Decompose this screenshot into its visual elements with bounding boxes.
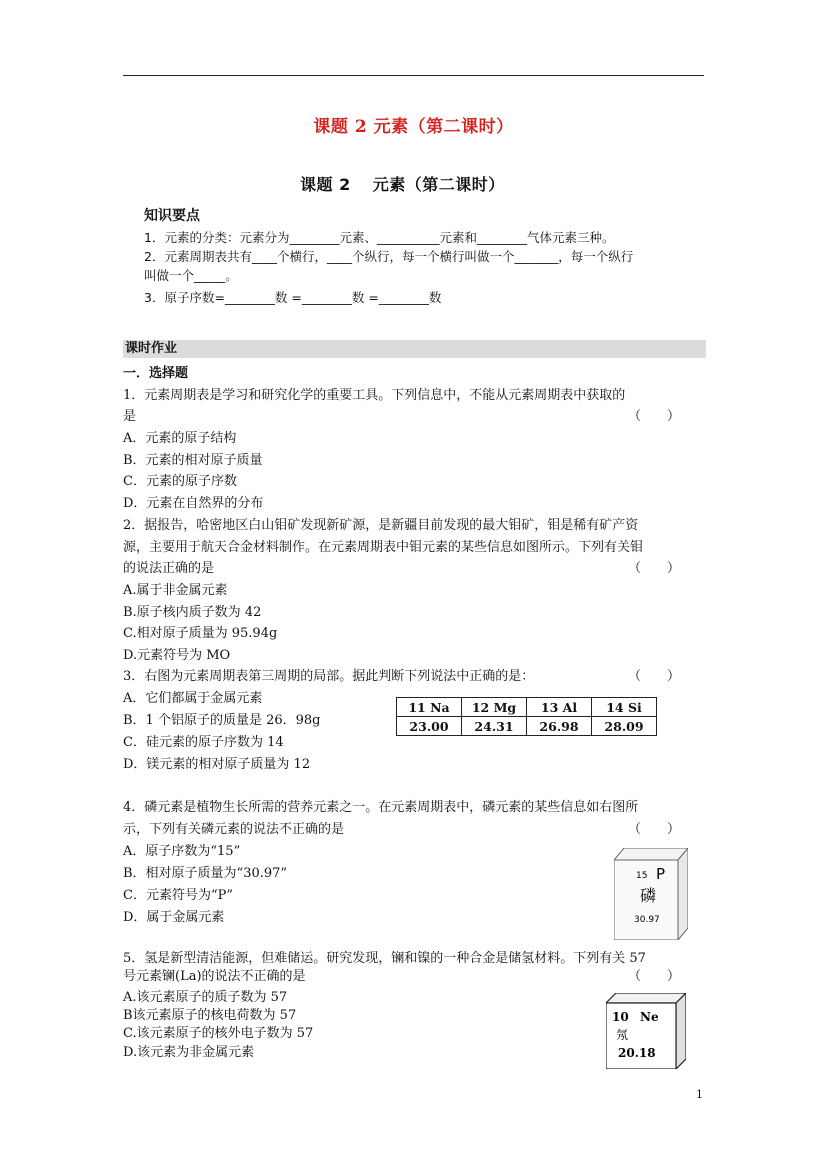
- q4-stem-2: 示，下列有关磷元素的说法不正确的是: [123, 822, 345, 837]
- q3-answer-paren: （ ）: [628, 669, 681, 684]
- q2-option-b: B.原子核内质子数为 42: [123, 605, 262, 620]
- element-mass-mg: 24.31: [462, 717, 527, 736]
- page-number: 1: [696, 1088, 703, 1101]
- q5-answer-paren: （ ）: [628, 969, 681, 984]
- element-mass-si: 28.09: [592, 717, 657, 736]
- element-mass-al: 26.98: [527, 717, 592, 736]
- neon-symbol: Ne: [640, 1010, 659, 1024]
- q4-stem-1: 4．磷元素是植物生长所需的营养元素之一。在元素周期表中，磷元素的某些信息如右图所: [123, 800, 639, 815]
- q1-answer-paren: （ ）: [628, 409, 681, 424]
- q3-option-a: A．它们都属于金属元素: [123, 691, 263, 706]
- q4-option-b: B．相对原子质量为“30.97”: [123, 866, 288, 881]
- q1-option-c: C．元素的原子序数: [123, 474, 237, 489]
- q2-option-a: A.属于非金属元素: [123, 583, 228, 598]
- q3-option-c: C．硅元素的原子序数为 14: [123, 735, 284, 750]
- knowledge-line-2: 2．元素周期表共有____个横行，____个纵行，每一个横行叫做一个_______，每一个纵行: [144, 249, 634, 264]
- q1-option-b: B．元素的相对原子质量: [123, 453, 263, 468]
- q3-stem-1: 3．右图为元素周期表第三周期的局部。据此判断下列说法中正确的是：: [123, 669, 535, 684]
- knowledge-line-1: 1．元素的分类：元素分为________元素、__________元素和________气体元素三种。: [144, 230, 615, 245]
- image-subtitle: [300, 172, 527, 195]
- q5-option-b: B该元素原子的核电荷数为 57: [123, 1008, 297, 1023]
- q1-stem-1: 1．元素周期表是学习和研究化学的重要工具。下列信息中，不能从元素周期表中获取的: [123, 388, 626, 403]
- q3-option-b: B．1 个铝原子的质量是 26．98g: [123, 713, 321, 728]
- element-cell-si: 14 Si: [592, 698, 657, 717]
- q5-option-a: A.该元素原子的质子数为 57: [123, 990, 288, 1005]
- q5-option-c: C.该元素原子的核外电子数为 57: [123, 1026, 314, 1041]
- q2-stem-2: 源，主要用于航天合金材料制作。在元素周期表中钼元素的某些信息如图所示。下列有关钼: [123, 540, 644, 555]
- phosphorus-number: 15: [636, 871, 648, 881]
- phosphorus-name: 磷: [640, 886, 657, 905]
- q4-option-c: C．元素符号为“P”: [123, 888, 233, 903]
- q1-option-a: A．元素的原子结构: [123, 431, 237, 446]
- q2-stem-1: 2．据报告，哈密地区白山钼矿发现新矿源，是新疆目前发现的最大钼矿，钼是稀有矿产资: [123, 518, 639, 533]
- q2-answer-paren: （ ）: [628, 561, 681, 576]
- q1-option-d: D．元素在自然界的分布: [123, 496, 264, 511]
- q2-option-c: C.相对原子质量为 95.94g: [123, 626, 278, 641]
- q2-stem-3: 的说法正确的是: [123, 561, 215, 576]
- knowledge-heading: 知识要点: [144, 208, 200, 224]
- q4-option-a: A．原子序数为“15”: [123, 844, 241, 859]
- phosphorus-symbol: P: [656, 865, 666, 883]
- page-title: 课题 2 元素（第二课时）: [313, 117, 514, 137]
- element-mass-na: 23.00: [397, 717, 462, 736]
- phosphorus-mass: 30.97: [634, 915, 660, 925]
- q1-stem-2: 是: [123, 409, 137, 424]
- neon-mass: 20.18: [618, 1046, 656, 1060]
- subtitle-topic: 元素（第二课时）: [372, 175, 505, 194]
- phosphorus-element-box: [614, 848, 688, 940]
- neon-number: 10: [612, 1010, 629, 1024]
- periodic-table-fragment: [396, 697, 657, 736]
- header-rule: [123, 75, 704, 76]
- element-cell-al: 13 Al: [527, 698, 592, 717]
- neon-element-box: [606, 993, 686, 1069]
- q5-option-d: D.该元素为非金属元素: [123, 1045, 255, 1060]
- section-title: 课时作业: [123, 340, 706, 358]
- q5-stem-2: 号元素镧(La)的说法不正确的是: [123, 969, 306, 984]
- q5-stem-1: 5．氢是新型清洁能源，但难储运。研究发现，镧和镍的一种合金是储氢材料。下列有关 57: [123, 951, 646, 966]
- knowledge-line-4: 3．原子序数=________数 =________数 =________数: [144, 290, 442, 305]
- element-cell-na: 11 Na: [397, 698, 462, 717]
- q2-option-d: D.元素符号为 MO: [123, 648, 231, 663]
- part-heading: 一．选择题: [123, 366, 189, 381]
- neon-name: 氖: [616, 1028, 629, 1042]
- q4-answer-paren: （ ）: [628, 822, 681, 837]
- element-cell-mg: 12 Mg: [462, 698, 527, 717]
- q3-option-d: D．镁元素的相对原子质量为 12: [123, 757, 311, 772]
- q4-option-d: D．属于金属元素: [123, 910, 225, 925]
- knowledge-line-3: 叫做一个_____。: [144, 268, 238, 283]
- subtitle-lesson: 课题 2: [300, 175, 351, 194]
